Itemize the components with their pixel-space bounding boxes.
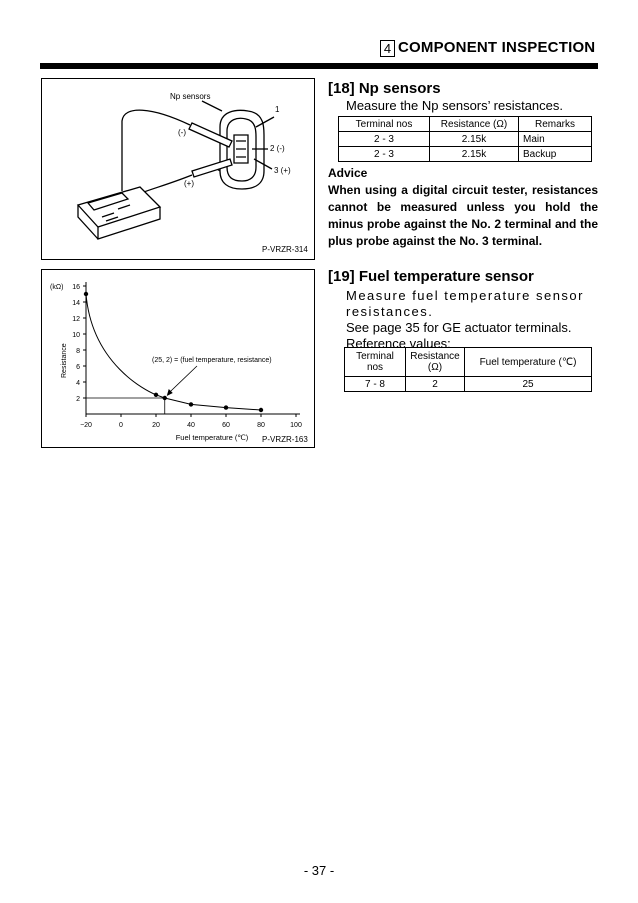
x-tick-label: 60: [222, 422, 230, 429]
y-tick-label: 4: [76, 380, 80, 387]
resistance-chart: [42, 270, 314, 447]
table-header-row: [339, 117, 592, 132]
label-minus: (-): [178, 128, 186, 137]
label-plus: (+): [184, 179, 194, 188]
table-row: [339, 147, 592, 162]
data-curve: [86, 294, 261, 410]
table-cell: 2.15k: [430, 132, 519, 147]
table-cell: 2: [406, 377, 465, 392]
table-header: Terminal nos: [339, 117, 430, 132]
section-18-title: [18] Np sensors: [328, 80, 441, 97]
table-header: Terminal nos: [345, 348, 406, 377]
data-point: [224, 405, 228, 409]
table-header: Remarks: [519, 117, 592, 132]
section-number: 4: [380, 40, 395, 57]
np-sensor-diagram: [42, 79, 314, 259]
x-tick-label: −20: [80, 422, 92, 429]
y-tick-label: 6: [76, 364, 80, 371]
y-tick-label: 12: [72, 316, 80, 323]
y-unit-label: (kΩ): [50, 284, 64, 291]
y-axis-label: Resistance: [61, 343, 68, 378]
data-point: [189, 402, 193, 406]
chart-annotation: (25, 2) = (fuel temperature, resistance): [152, 357, 272, 364]
label-terminal-3: 3 (+): [274, 166, 291, 175]
table-cell: 2 - 3: [339, 132, 430, 147]
annotation-arrow: [168, 366, 197, 394]
section-header: [378, 38, 598, 60]
table-row: [339, 132, 592, 147]
section-19-title: [19] Fuel temperature sensor: [328, 268, 534, 285]
advice-text: When using a digital circuit tester, resistances cannot be measured unless you hold the minus probe against the No. 2 terminal and the plus probe against the No. 3 terminal.: [328, 183, 598, 248]
table-header: Resistance (Ω): [430, 117, 519, 132]
table-header: Resistance (Ω): [406, 348, 465, 377]
y-tick-label: 10: [72, 332, 80, 339]
y-tick-label: 8: [76, 348, 80, 355]
label-np-sensors: Np sensors: [170, 92, 211, 101]
table-header-row: [345, 348, 592, 377]
advice-block: [328, 166, 598, 250]
table-header: Fuel temperature (℃): [465, 348, 592, 377]
section-18: [328, 80, 598, 114]
figure-code: P-VRZR-163: [262, 435, 308, 444]
np-sensor-figure: [41, 78, 315, 260]
table-cell: 25: [465, 377, 592, 392]
figure-code: P-VRZR-314: [262, 245, 308, 254]
x-tick-label: 80: [257, 422, 265, 429]
table-cell: 2.15k: [430, 147, 519, 162]
label-terminal-2: 2 (-): [270, 144, 285, 153]
y-tick-label: 14: [72, 300, 80, 307]
x-tick-label: 0: [119, 422, 123, 429]
section-19-ref: Reference values:: [346, 336, 451, 351]
x-axis-label: Fuel temperature (℃): [175, 433, 249, 442]
data-point: [259, 408, 263, 412]
section-18-desc: Measure the Np sensors’ resistances.: [346, 98, 564, 113]
y-tick-label: 16: [72, 284, 80, 291]
data-point: [84, 292, 88, 296]
fuel-temp-figure: [41, 269, 315, 448]
fuel-temp-table: [344, 347, 592, 392]
y-tick-label: 2: [76, 396, 80, 403]
section-19-body: [346, 288, 598, 352]
table-cell: 7 - 8: [345, 377, 406, 392]
table-row: [345, 377, 592, 392]
x-tick-label: 40: [187, 422, 195, 429]
table-cell: Backup: [519, 147, 592, 162]
np-sensor-table: [338, 116, 592, 162]
advice-title: Advice: [328, 166, 368, 180]
header-rule: [40, 63, 598, 69]
section-title: COMPONENT INSPECTION: [398, 39, 596, 56]
x-tick-label: 20: [152, 422, 160, 429]
x-tick-label: 100: [290, 422, 302, 429]
page-number: - 37 -: [303, 863, 335, 878]
data-point: [154, 393, 158, 397]
table-cell: 2 - 3: [339, 147, 430, 162]
table-cell: Main: [519, 132, 592, 147]
section-19: [328, 268, 598, 352]
section-19-desc: Measure fuel temperature sensor resistances.: [346, 288, 584, 319]
section-19-see: See page 35 for GE actuator terminals.: [346, 320, 572, 335]
label-terminal-1: 1: [275, 105, 280, 114]
